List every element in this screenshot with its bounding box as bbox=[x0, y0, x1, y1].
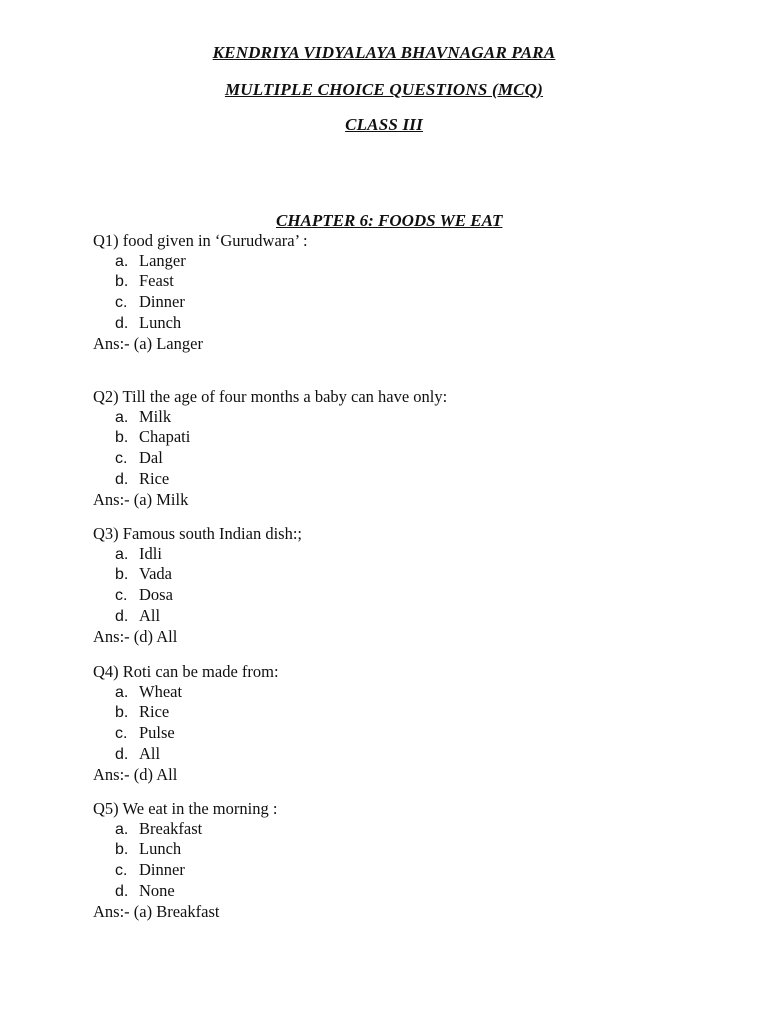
option-letter: a. bbox=[115, 820, 129, 838]
option-letter: b. bbox=[115, 273, 129, 291]
option-letter: b. bbox=[115, 841, 129, 859]
option-text: Dinner bbox=[139, 292, 185, 312]
document-subtitle: MULTIPLE CHOICE QUESTIONS (MCQ) bbox=[224, 80, 544, 99]
option-text: Lunch bbox=[139, 839, 182, 859]
option-letter: a. bbox=[115, 545, 129, 563]
option-text: Rice bbox=[139, 702, 170, 722]
option-text: All bbox=[139, 743, 161, 763]
option-text: Wheat bbox=[139, 681, 183, 701]
question-text: Q5) We eat in the morning : bbox=[93, 799, 278, 818]
option-text: All bbox=[139, 605, 161, 625]
option bbox=[93, 544, 302, 565]
option bbox=[93, 469, 447, 490]
option-text: Rice bbox=[139, 468, 170, 488]
option-letter: a. bbox=[115, 252, 129, 270]
answer-text: Ans:- (d) All bbox=[93, 764, 178, 784]
class-label: CLASS III bbox=[345, 115, 423, 134]
option bbox=[93, 819, 277, 840]
option-letter: d. bbox=[115, 470, 129, 488]
option bbox=[93, 839, 277, 860]
option-text: Idli bbox=[139, 543, 162, 563]
option bbox=[93, 448, 447, 469]
option bbox=[93, 585, 302, 606]
option-letter: a. bbox=[115, 683, 129, 701]
option-letter: c. bbox=[115, 587, 128, 605]
option-text: None bbox=[139, 880, 175, 900]
option-text: Feast bbox=[139, 271, 174, 291]
option bbox=[93, 427, 447, 448]
option-text: Chapati bbox=[139, 427, 191, 447]
option bbox=[93, 723, 279, 744]
answer-text: Ans:- (a) Breakfast bbox=[93, 901, 220, 921]
option bbox=[93, 606, 302, 627]
question-block bbox=[93, 524, 302, 646]
option bbox=[93, 407, 447, 428]
question-block bbox=[93, 387, 447, 509]
option bbox=[93, 564, 302, 585]
option bbox=[93, 744, 279, 765]
option-letter: a. bbox=[115, 408, 129, 426]
option bbox=[93, 702, 279, 723]
option-letter: b. bbox=[115, 566, 129, 584]
option-text: Langer bbox=[139, 250, 186, 270]
option bbox=[93, 682, 279, 703]
option-letter: d. bbox=[115, 745, 129, 763]
option-text: Dal bbox=[139, 448, 163, 468]
school-name: KENDRIYA VIDYALAYA BHAVNAGAR PARA bbox=[212, 43, 556, 62]
answer-text: Ans:- (a) Milk bbox=[93, 489, 189, 509]
question-block bbox=[93, 799, 277, 921]
option-letter: b. bbox=[115, 429, 129, 447]
option-text: Breakfast bbox=[139, 818, 203, 838]
option-text: Milk bbox=[139, 406, 172, 426]
option-letter: c. bbox=[115, 450, 128, 468]
option-text: Pulse bbox=[139, 723, 175, 743]
option-text: Dinner bbox=[139, 860, 185, 880]
option-letter: d. bbox=[115, 607, 129, 625]
option-letter: d. bbox=[115, 314, 129, 332]
option-letter: d. bbox=[115, 882, 129, 900]
option bbox=[93, 251, 308, 272]
option bbox=[93, 860, 277, 881]
option-text: Lunch bbox=[139, 312, 182, 332]
answer-text: Ans:- (a) Langer bbox=[93, 333, 203, 353]
option bbox=[93, 313, 308, 334]
answer-text: Ans:- (d) All bbox=[93, 626, 178, 646]
question-block bbox=[93, 662, 279, 784]
option-text: Vada bbox=[139, 564, 172, 584]
question-text: Q1) food given in ‘Gurudwara’ : bbox=[93, 231, 308, 250]
option bbox=[93, 271, 308, 292]
chapter-title: CHAPTER 6: FOODS WE EAT bbox=[276, 211, 503, 230]
option bbox=[93, 881, 277, 902]
option-letter: c. bbox=[115, 725, 128, 743]
option-letter: c. bbox=[115, 862, 128, 880]
option bbox=[93, 292, 308, 313]
question-text: Q3) Famous south Indian dish:; bbox=[93, 524, 302, 543]
question-text: Q4) Roti can be made from: bbox=[93, 662, 279, 681]
question-text: Q2) Till the age of four months a baby can have only: bbox=[93, 387, 448, 406]
option-letter: b. bbox=[115, 704, 129, 722]
question-block bbox=[93, 231, 308, 353]
option-letter: c. bbox=[115, 294, 128, 312]
option-text: Dosa bbox=[139, 585, 173, 605]
